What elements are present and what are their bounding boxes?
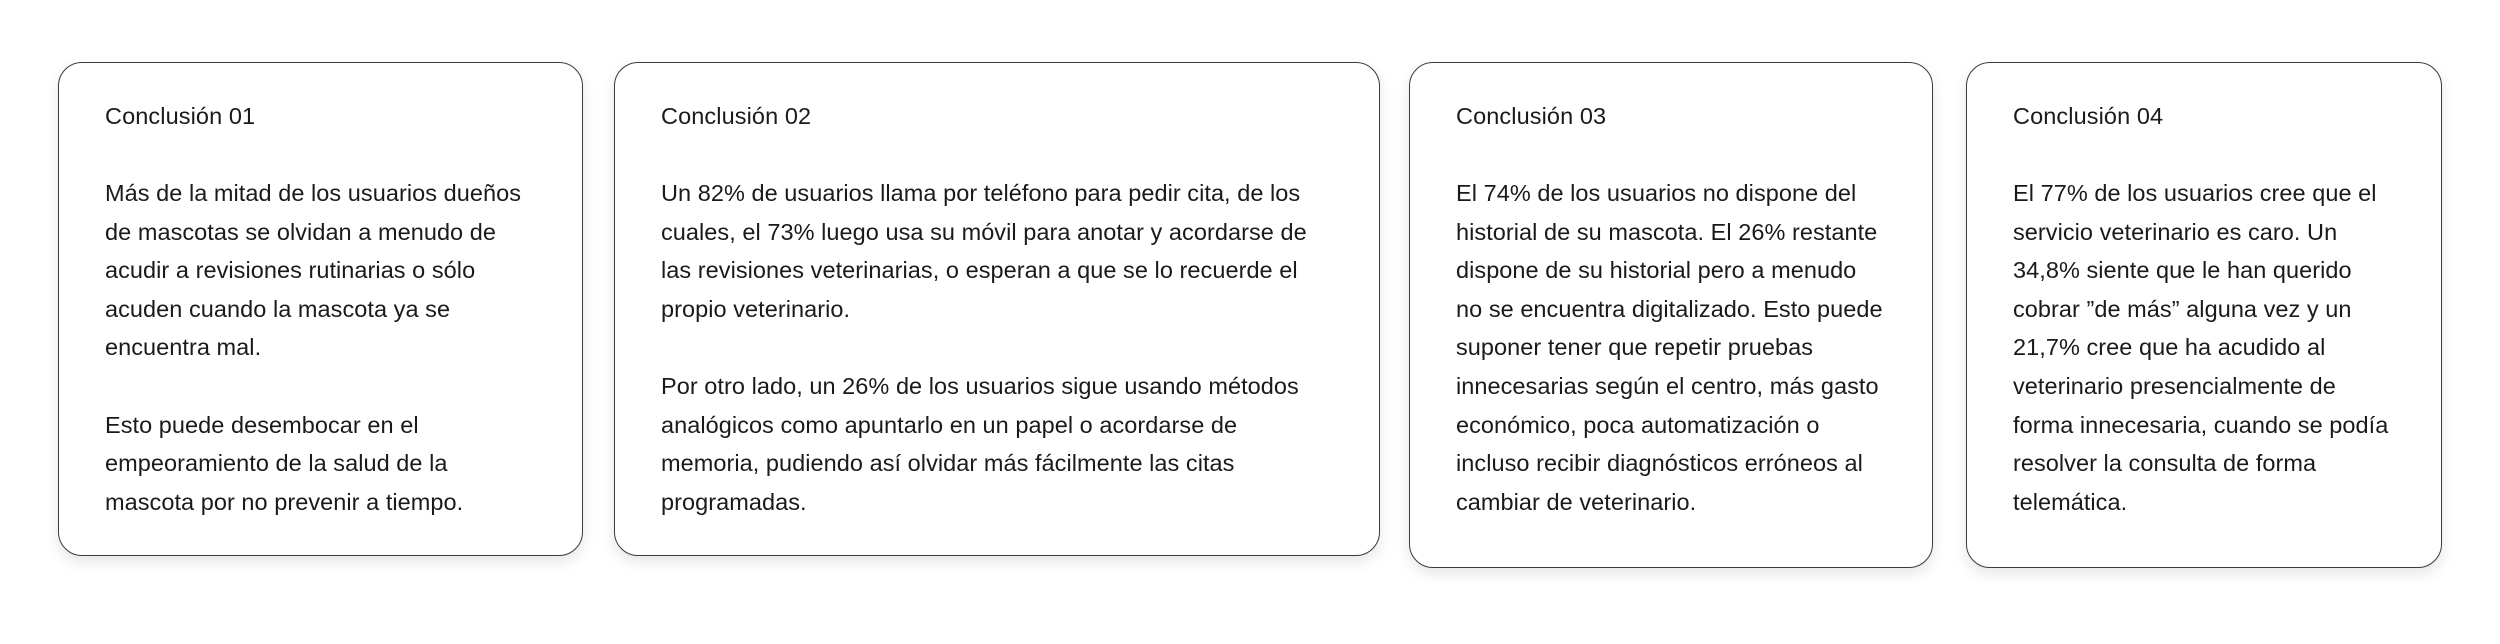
conclusion-paragraph: Más de la mitad de los usuarios dueños de mascotas se olvidan a menudo de acudir a revisiones rutinarias o sólo acuden cuando la mascota ya se encuentra mal. (105, 180, 521, 361)
conclusion-title: Conclusión 02 (661, 103, 812, 129)
conclusion-paragraph: El 77% de los usuarios cree que el servicio veterinario es caro. Un 34,8% siente que le han querido cobrar ”de más” alguna vez y un 21,7% cree que ha acudido al veterinario presencialmente de forma innecesaria, cuando se podía resolver la consulta de forma telemática. (2013, 180, 2389, 515)
conclusion-title: Conclusión 03 (1456, 103, 1607, 129)
conclusion-card-02 (614, 62, 1380, 556)
conclusion-paragraph: Un 82% de usuarios llama por teléfono para pedir cita, de los cuales, el 73% luego usa su móvil para anotar y acordarse de las revisiones veterinarias, o esperan a que se lo recuerde el propio veterinario. (661, 180, 1307, 322)
conclusion-paragraph: El 74% de los usuarios no dispone del historial de su mascota. El 26% restante dispone de su historial pero a menudo no se encuentra digitalizado. Esto puede suponer tener que repetir pruebas innecesarias según el centro, más gasto económico, poca automatización o incluso recibir diagnósticos erróneos al cambiar de veterinario. (1456, 180, 1883, 515)
conclusion-title: Conclusión 01 (105, 103, 256, 129)
conclusion-card-04 (1966, 62, 2442, 568)
conclusion-card-01 (58, 62, 583, 556)
conclusion-title: Conclusión 04 (2013, 103, 2164, 129)
conclusion-card-03 (1409, 62, 1933, 568)
conclusion-paragraph: Esto puede desembocar en el empeoramiento de la salud de la mascota por no prevenir a tiempo. (105, 411, 464, 515)
conclusion-paragraph: Por otro lado, un 26% de los usuarios sigue usando métodos analógicos como apuntarlo en un papel o acordarse de memoria, pudiendo así olvidar más fácilmente las citas programadas. (661, 372, 1299, 515)
